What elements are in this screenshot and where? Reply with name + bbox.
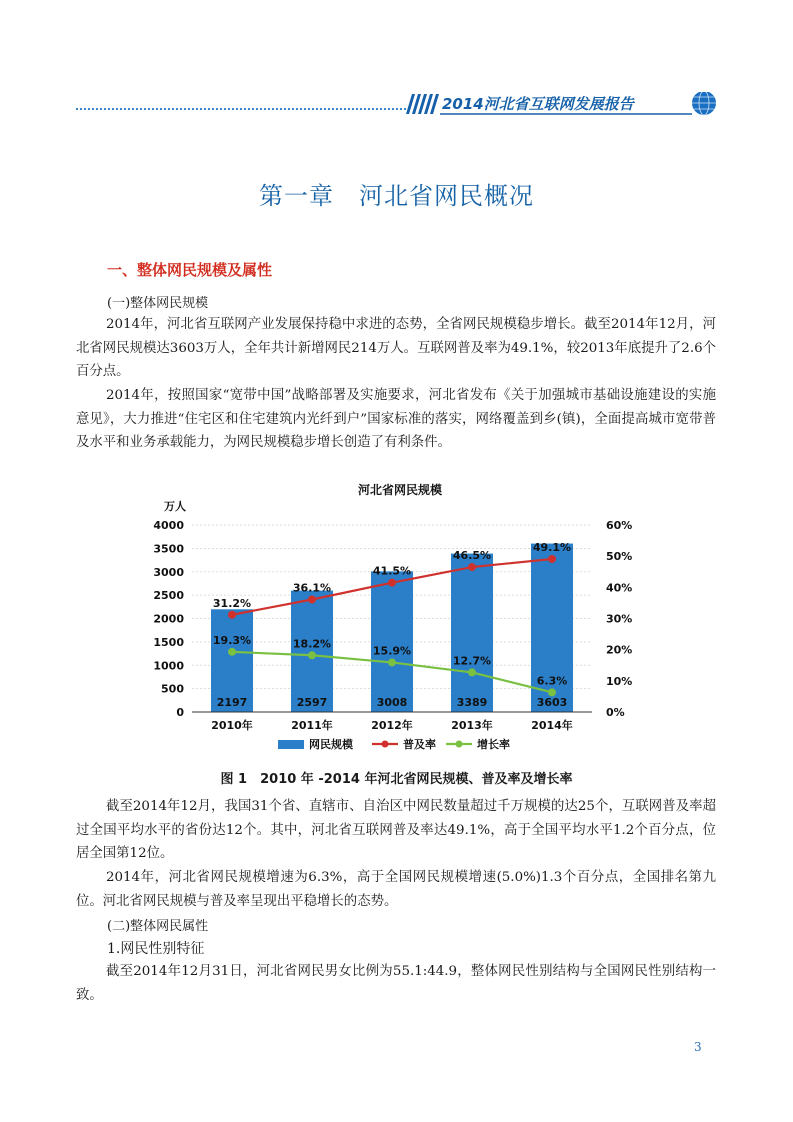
section-title: 一、整体网民规模及属性 (107, 261, 273, 279)
paragraph: 2014年，河北省网民规模增速为6.3%，高于全国网民规模增速(5.0%)1.3个百分点，全国排名第九位。河北省网民规模与普及率呈现出平稳增长的态势。 (76, 870, 716, 909)
legend-marker (382, 741, 389, 748)
y-tick-label-left: 1000 (153, 659, 184, 673)
point-value-label: 12.7% (452, 654, 492, 668)
bar-value-label: 2597 (296, 696, 328, 709)
legend-label: 普及率 (403, 738, 436, 751)
bar (371, 571, 413, 712)
subsection-title: (一)整体网民规模 (107, 296, 209, 311)
y-tick-label-right: 60% (606, 519, 633, 532)
paragraph: 截至2014年12月31日，河北省网民男女比例为55.1:44.9，整体网民性别结构与全国网民性别结构一致。 (76, 964, 716, 1003)
chapter-title: 第一章 河北省网民概况 (259, 182, 534, 210)
bar-value-label: 2197 (216, 696, 248, 709)
page-number: 3 (694, 1040, 702, 1054)
legend-label: 增长率 (477, 738, 510, 751)
y-tick-label-right: 0% (606, 706, 625, 719)
chart-title: 河北省网民规模 (357, 483, 443, 497)
paragraph: 2014年，河北省互联网产业发展保持稳中求进的态势，全省网民规模稳步增长。截至2014年12月，河北省网民规模达3603万人，全年共计新增网民214万人。互联网普及率为49.1%，较2013年底提升了2.6个百分点。 (76, 317, 716, 379)
paragraph: 截至2014年12月，我国31个省、直辖市、自治区中网民数量超过千万规模的达25个，互联网普及率超过全国平均水平的省份达12个。其中，河北省互联网普及率达49.1%，高于全国平均水平1.2个百分点，位居全国第12位。 (76, 799, 716, 861)
x-tick-label: 2013年 (451, 719, 493, 732)
y-tick-label-left: 4000 (153, 519, 184, 532)
point-value-label: 49.1% (532, 540, 572, 554)
y-tick-label-left: 500 (161, 682, 184, 696)
y-tick-label-right: 10% (606, 674, 633, 688)
x-tick-label: 2010年 (211, 719, 253, 732)
y-tick-label-right: 50% (606, 550, 633, 564)
bar-value-label: 3008 (376, 696, 408, 709)
series-point (228, 611, 236, 619)
globe-icon (692, 92, 716, 115)
point-value-label: 41.5% (372, 564, 412, 578)
series-point (388, 658, 396, 666)
bar (451, 554, 493, 712)
series-point (308, 651, 316, 659)
point-value-label: 6.3% (536, 674, 568, 688)
series-point (308, 595, 316, 603)
subheading: 1.网民性别特征 (107, 941, 205, 957)
point-value-label: 36.1% (292, 581, 332, 595)
point-value-label: 19.3% (212, 633, 252, 647)
x-tick-label: 2014年 (531, 719, 573, 732)
y-tick-label-right: 30% (606, 612, 633, 626)
legend-label: 网民规模 (309, 738, 353, 751)
y-tick-label-left: 1500 (153, 635, 184, 649)
series-point (548, 555, 556, 563)
point-value-label: 46.5% (452, 549, 492, 563)
y-tick-label-left: 3500 (153, 542, 184, 556)
internet-users-chart (150, 476, 650, 760)
series-point (548, 688, 556, 696)
header-dotted-line (76, 108, 406, 110)
y-tick-label-left: 0 (176, 706, 184, 719)
legend-marker (456, 741, 463, 748)
y-tick-label-left: 2000 (153, 612, 184, 626)
x-tick-label: 2011年 (291, 719, 333, 732)
bar-value-label: 3389 (456, 696, 488, 709)
series-point (228, 648, 236, 656)
point-value-label: 15.9% (372, 644, 412, 658)
point-value-label: 18.2% (292, 637, 332, 651)
y-tick-label-left: 3000 (153, 565, 184, 579)
header-stripes (406, 94, 439, 114)
paragraph: 2014年，按照国家“宽带中国”战略部署及实施要求，河北省发布《关于加强城市基础设施建设的实施意见》，大力推进“住宅区和住宅建筑内光纤到户”国家标准的落实，网络覆盖到乡(镇)，全面提高城市宽带普及水平和业务承载能力，为网民规模稳步增长创造了有利条件。 (76, 388, 716, 450)
figure-caption: 图 1 2010 年 -2014 年河北省网民规模、普及率及增长率 (220, 772, 573, 787)
series-point (468, 668, 476, 676)
legend-swatch (278, 740, 304, 749)
point-value-label: 31.2% (212, 596, 252, 610)
y-axis-label: 万人 (164, 500, 186, 513)
series-point (468, 563, 476, 571)
x-tick-label: 2012年 (371, 719, 413, 732)
subsection-title: (二)整体网民属性 (107, 919, 209, 934)
y-tick-label-right: 20% (606, 643, 633, 657)
header-title: 2014河北省互联网发展报告 (442, 95, 634, 113)
series-point (388, 579, 396, 587)
y-tick-label-left: 2500 (153, 589, 184, 603)
y-tick-label-right: 40% (606, 581, 633, 595)
bar-value-label: 3603 (536, 696, 568, 709)
